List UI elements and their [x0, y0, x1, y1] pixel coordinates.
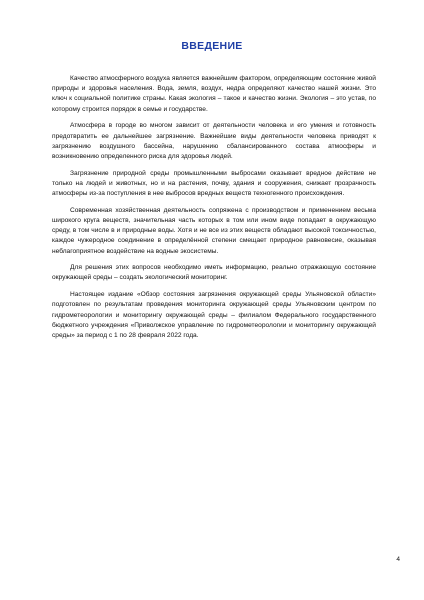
page-title: ВВЕДЕНИЕ	[181, 40, 243, 52]
paragraph-monitoring-need: Для решения этих вопросов необходимо иметь информацию, реально отражающую состояние окружающей среды – создать экологический мониторинг.	[52, 264, 376, 282]
paragraph-city-atmosphere: Атмосфера в городе во многом зависит от деятельности человека и его умения и готовность предотвратить ее дальнейшее загрязнение. Важнейшие виды деятельности человека приводят к загрязнению воздушного бассейна, нарушению сбалансированного состава атмосферы и возникновению определенного риска для здоровья людей.	[52, 122, 376, 160]
paragraph-industrial-pollution: Загрязнение природной среды промышленными выбросами оказывает вредное действие не только на людей и животных, но и на растения, почву, здания и сооружения, снижает прозрачность атмосферы из-за поступления в нее выбросов вредных веществ техногенного происхождения.	[52, 169, 376, 198]
paragraph-air-quality: Качество атмосферного воздуха является важнейшим фактором, определяющим состояние живой природы и здоровья населения. Вода, земля, воздух, недра определяют качество нашей жизни. Это ключ к социальной политике страны. Какая экология – такое и качество жизни. Экология – это устав, по которому строится порядок в семье и государстве.	[52, 75, 376, 113]
paragraph-publication-info: Настоящее издание «Обзор состояния загрязнения окружающей среды Ульяновской области» подготовлен по результатам проведения мониторинга окружающей среды Ульяновским центром по гидрометеорологии и мониторингу окружающей среды – филиалом Федерального государственного бюджетного учреждения «Приволжское управление по гидрометеорологии и мониторингу окружающей среды» за период с 1 по 28 февраля 2022 года.	[52, 291, 376, 339]
page-number: 4	[396, 556, 400, 563]
paragraph-economic-activity: Современная хозяйственная деятельность сопряжена с производством и применением весьма широкого круга веществ, значительная часть которых в том или ином виде попадает в окружающую среду, в том числе в и природные воды. Хотя и не все из этих веществ обладают высокой токсичностью, каждое чужеродное соединение в определённой степени смещает природное равновесие, оказывая неблагоприятное воздействие на водные экосистемы.	[52, 206, 376, 255]
body-text	[52, 74, 376, 348]
